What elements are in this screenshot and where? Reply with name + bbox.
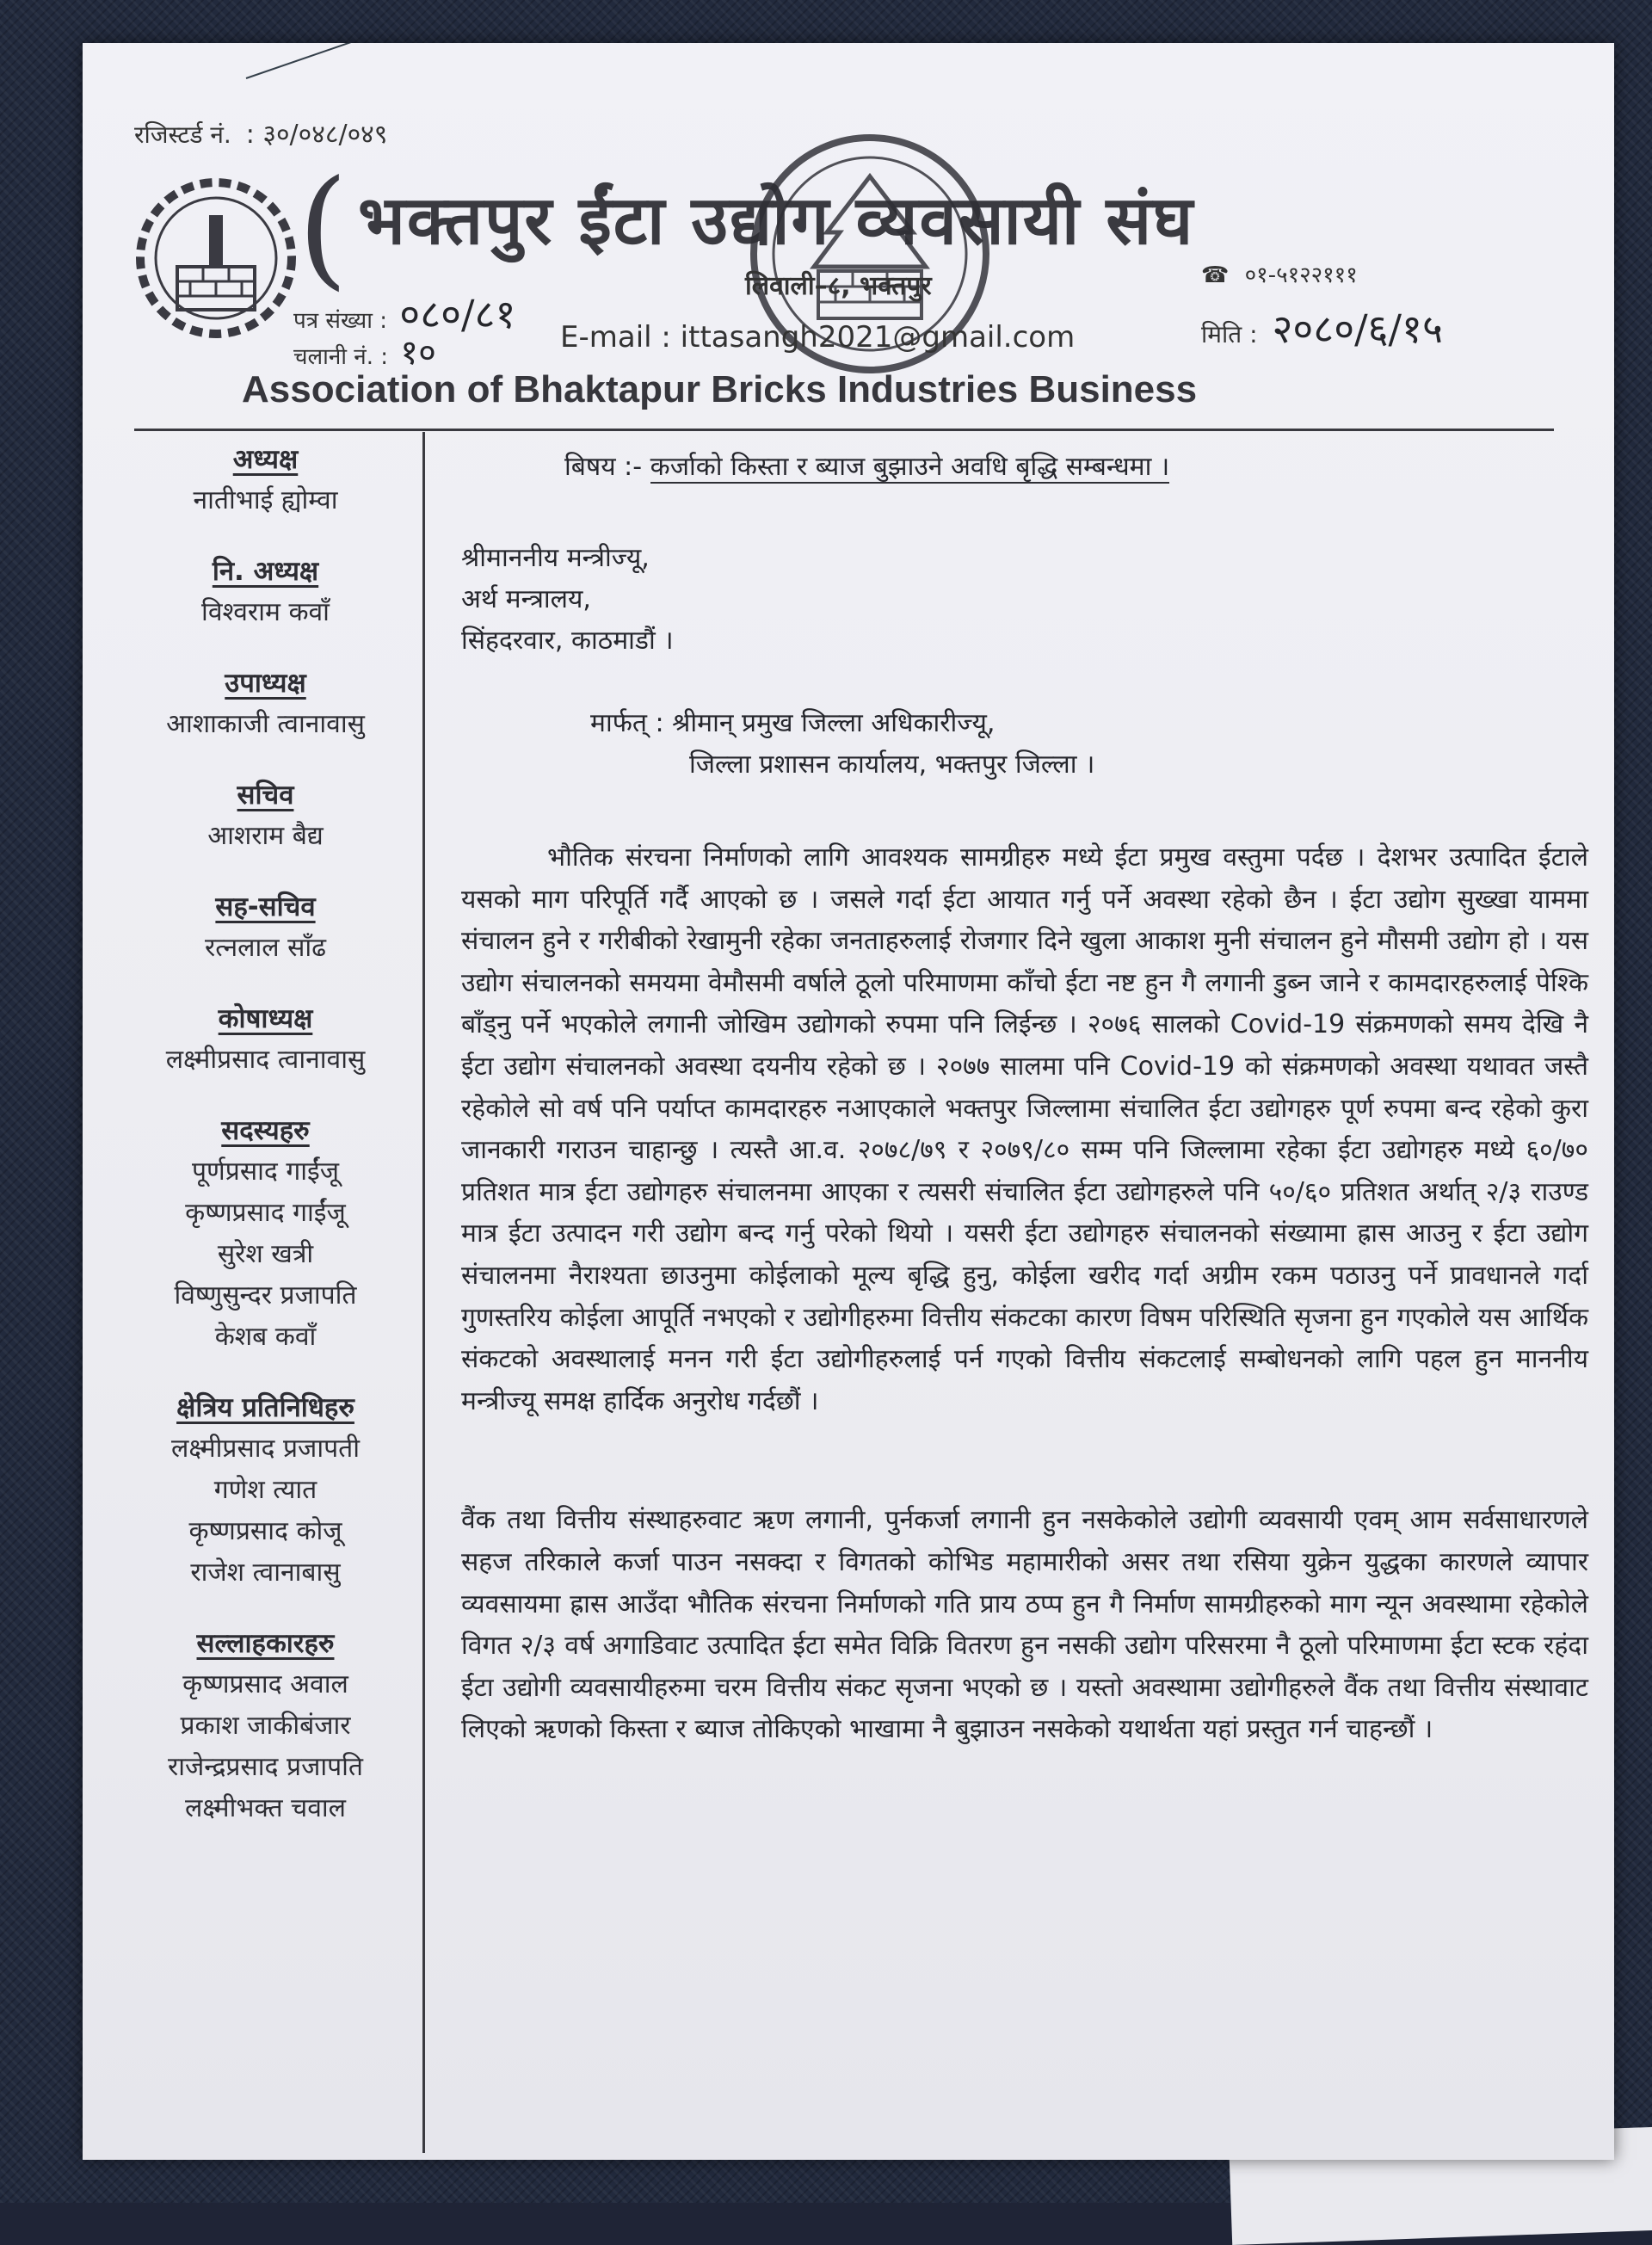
roster-member-name: केशब कवाँ [214, 1322, 317, 1353]
roster-role-title: सदस्यहरु [221, 1115, 310, 1147]
roster-role-title: सचिव [237, 780, 294, 811]
org-name-english: Association of Bhaktapur Bricks Industries Business [242, 368, 1198, 410]
email-address: E-mail : ittasangh2021@gmail.com [560, 320, 1076, 355]
date-line [1201, 301, 1443, 355]
registration-label: रजिस्टर्ड नं. [134, 120, 231, 149]
via-line-1: श्रीमान् प्रमुख जिल्ला अधिकारीज्यू, [672, 708, 996, 738]
letter-body [461, 447, 1588, 1751]
roster-member-name: लक्ष्मीप्रसाद प्रजापती [171, 1434, 360, 1465]
subject-label: बिषय :- [564, 452, 643, 482]
roster-member-name: सुरेश खत्री [217, 1239, 314, 1270]
addressee-line: अर्थ मन्त्रालय, [461, 584, 591, 614]
roster-member-name: राजेन्द्रप्रसाद प्रजापति [167, 1752, 364, 1783]
roster-member-name: राजेश त्वानाबासु [190, 1557, 341, 1588]
roster-member-name: नातीभाई ह्योम्वा [193, 485, 338, 516]
via-block [590, 703, 1588, 786]
roster-group [117, 439, 414, 521]
roster-member-name: पूर्णप्रसाद गाईंजू [192, 1156, 339, 1187]
letter-page [83, 43, 1614, 2160]
address-nepali: लिवाली–८, भक्तपुर [745, 271, 932, 301]
roster-role-title: अध्यक्ष [232, 444, 299, 475]
date-value: २०८०/६/१५ [1272, 305, 1443, 352]
roster-member-name: आशाकाजी त्वानावासु [166, 709, 365, 740]
via-label: मार्फत् : [590, 708, 664, 738]
subject-line [564, 447, 1588, 486]
registration-number: : ३०/०४८/०४९ [245, 120, 388, 150]
office-bearers-list [117, 439, 414, 1859]
addressee-line: श्रीमाननीय मन्त्रीज्यू, [461, 543, 650, 573]
subject-text: कर्जाको किस्ता र ब्याज बुझाउने अवधि बृद्धि सम्बन्धमा । [650, 452, 1170, 482]
chalani-label: चलानी नं. : [293, 344, 389, 370]
roster-group [117, 998, 414, 1081]
registration-line [134, 115, 387, 151]
sidebar-divider [422, 432, 425, 2153]
telephone-icon: ☎ [1201, 262, 1230, 288]
roster-group [117, 1387, 414, 1594]
roster-role-title: उपाध्यक्ष [225, 668, 306, 700]
chalani-number [293, 327, 436, 374]
brace-mark: ( [298, 153, 348, 303]
roster-member-name: लक्ष्मीभक्त चवाल [184, 1793, 347, 1824]
roster-group [117, 551, 414, 633]
patra-sankhya-label: पत्र संख्या : [293, 308, 388, 334]
roster-role-title: सल्लाहकारहरु [196, 1628, 335, 1660]
phone-number: ०१-५१२२१११ [1244, 262, 1358, 288]
phone-line [1201, 258, 1358, 289]
date-label: मिति : [1201, 320, 1258, 348]
addressee-block [461, 538, 1588, 662]
chalani-value: १० [400, 333, 436, 373]
roster-member-name: रत्नलाल साँढ [204, 933, 327, 964]
roster-member-name: आशराम बैद्य [207, 821, 324, 852]
roster-member-name: विष्णुसुन्दर प्रजापति [174, 1280, 357, 1311]
body-paragraph-1: भौतिक संरचना निर्माणको लागि आवश्यक सामग्रीहरु मध्ये ईटा प्रमुख वस्तुमा पर्दछ । देशभर उत्पादित ईटाले यसको माग परिपूर्ति गर्दै आएको छ । जसले गर्दा ईटा आयात गर्नु पर्ने अवस्था रहेको छैन । ईटा उद्योग सुख्खा याममा संचालन हुने र गरीबीको रेखामुनी रहेका जनताहरुलाई रोजगार दिने खुला आकाश मुनी संचालन हुने मौसमी उद्योग हो । यस उद्योग संचालनको समयमा वेमौसमी वर्षाले ठूलो परिमाणमा काँचो ईटा नष्ट हुन गै लगानी डुब्न जाने र कामदारहरुलाई पेश्कि बाँड्नु पर्ने भएकोले लगानी जोखिम उद्योगको रुपमा पनि लिईन्छ । २०७६ सालको Covid-19 संक्रमणको समय देखि नै ईटा उद्योग संचालनको अवस्था दयनीय रहेको छ । २०७७ सालमा पनि Covid-19 को संक्रमणको अवस्था यथावत जस्तै रहेकोले सो वर्ष पनि पर्याप्त कामदारहरु नआएकाले भक्तपुर जिल्लामा संचालित ईटा उद्योगहरु पूर्ण रुपमा बन्द रहेको कुरा जानकारी गराउन चाहान्छु । त्यस्तै आ.व. २०७८/७९ र २०७९/८० सम्म पनि जिल्लामा रहेका ईटा उद्योगहरु मध्ये ६०/७० प्रतिशत मात्र ईटा उद्योगहरु संचालनमा आएका र त्यसरी संचालित ईटा उद्योगहरुले पनि ५०/६० प्रतिशत अर्थात् २/३ राउण्ड मात्र ईटा उत्पादन गरी उद्योग बन्द गर्नु परेको थियो । यसरी ईटा उद्योगहरु संचालनको संख्यामा ह्रास आउनु र ईटा उद्योग संचालनमा नैराश्यता छाउनुमा कोईलाको मूल्य बृद्धि हुनु, कोईला खरीद गर्दा अग्रीम रकम पठाउनु पर्ने प्रावधानले गर्दा गुणस्तरिय कोईला आपूर्ति नभएको र उद्योगीहरुमा वित्तीय संकटका कारण विषम परिस्थिति सृजना हुन गएकोले यस आर्थिक संकटको अवस्थालाई मनन गरी ईटा उद्योगीहरुलाई पर्न गएको वित्तीय संकटलाई सम्बोधनको लागि पहल हुन माननीय मन्त्रीज्यू समक्ष हार्दिक अनुरोध गर्दछौं । [461, 842, 1588, 1416]
association-logo [130, 172, 302, 344]
pen-stroke [246, 43, 547, 79]
roster-role-title: कोषाध्यक्ष [218, 1003, 313, 1035]
roster-group [117, 1623, 414, 1829]
roster-role-title: नि. अध्यक्ष [212, 556, 319, 588]
roster-member-name: लक्ष्मीप्रसाद त्वानावासु [165, 1045, 366, 1076]
roster-role-title: क्षेत्रिय प्रतिनिधिहरु [176, 1392, 354, 1424]
roster-member-name: कृष्णप्रसाद गाईंजू [185, 1198, 346, 1229]
roster-member-name: कृष्णप्रसाद कोजू [188, 1516, 342, 1547]
roster-member-name: विश्वराम कवाँ [201, 597, 330, 628]
roster-group [117, 886, 414, 969]
header-divider [134, 429, 1554, 431]
roster-group [117, 774, 414, 857]
roster-member-name: गणेश त्यात [213, 1475, 317, 1506]
addressee-line: सिंहदरवार, काठमाडौं । [461, 626, 674, 656]
roster-group [117, 1110, 414, 1358]
roster-member-name: प्रकाश जाकीबंजार [180, 1711, 351, 1742]
via-line-2: जिल्ला प्रशासन कार्यालय, भक्तपुर जिल्ला । [689, 749, 1095, 780]
body-paragraph-2: वैंक तथा वित्तीय संस्थाहरुवाट ऋण लगानी, पुर्नकर्जा लगानी हुन नसकेकोले उद्योगी व्यवसायी एवम् आम सर्वसाधारणले सहज तरिकाले कर्जा पाउन नसक्दा र विगतको कोभिड महामारीको असर तथा रसिया युक्रेन युद्धका कारणले व्यापार व्यवसायमा ह्रास आउँदा भौतिक संरचना निर्माणको गति प्राय ठप्प हुन गै निर्माण सामग्रीहरुको माग न्यून अवस्थामा रहेकोले विगत २/३ वर्ष अगाडिवाट उत्पादित ईटा समेत विक्रि वितरण हुन नसकी उद्योग परिसरमा नै ठूलो परिमाणमा ईटा स्टक रहंदा ईटा उद्योगी व्यवसायीहरुमा चरम वित्तीय संकट सृजना भएको छ । यस्तो अवस्थामा उद्योगीहरुले वैंक तथा वित्तीय संस्थावाट लिएको ऋणको किस्ता र ब्याज तोकिएको भाखामा नै बुझाउन नसकेको यथार्थता यहां प्रस्तुत गर्न चाहन्छौं । [461, 1505, 1588, 1745]
roster-group [117, 663, 414, 745]
roster-member-name: कृष्णप्रसाद अवाल [182, 1669, 348, 1700]
patra-sankhya-value: ०८०/८१ [399, 291, 516, 337]
org-name-nepali: भक्तपुर ईंटा उद्योग व्यवसायी संघ [358, 182, 1195, 260]
roster-role-title: सह-सचिव [215, 891, 316, 923]
